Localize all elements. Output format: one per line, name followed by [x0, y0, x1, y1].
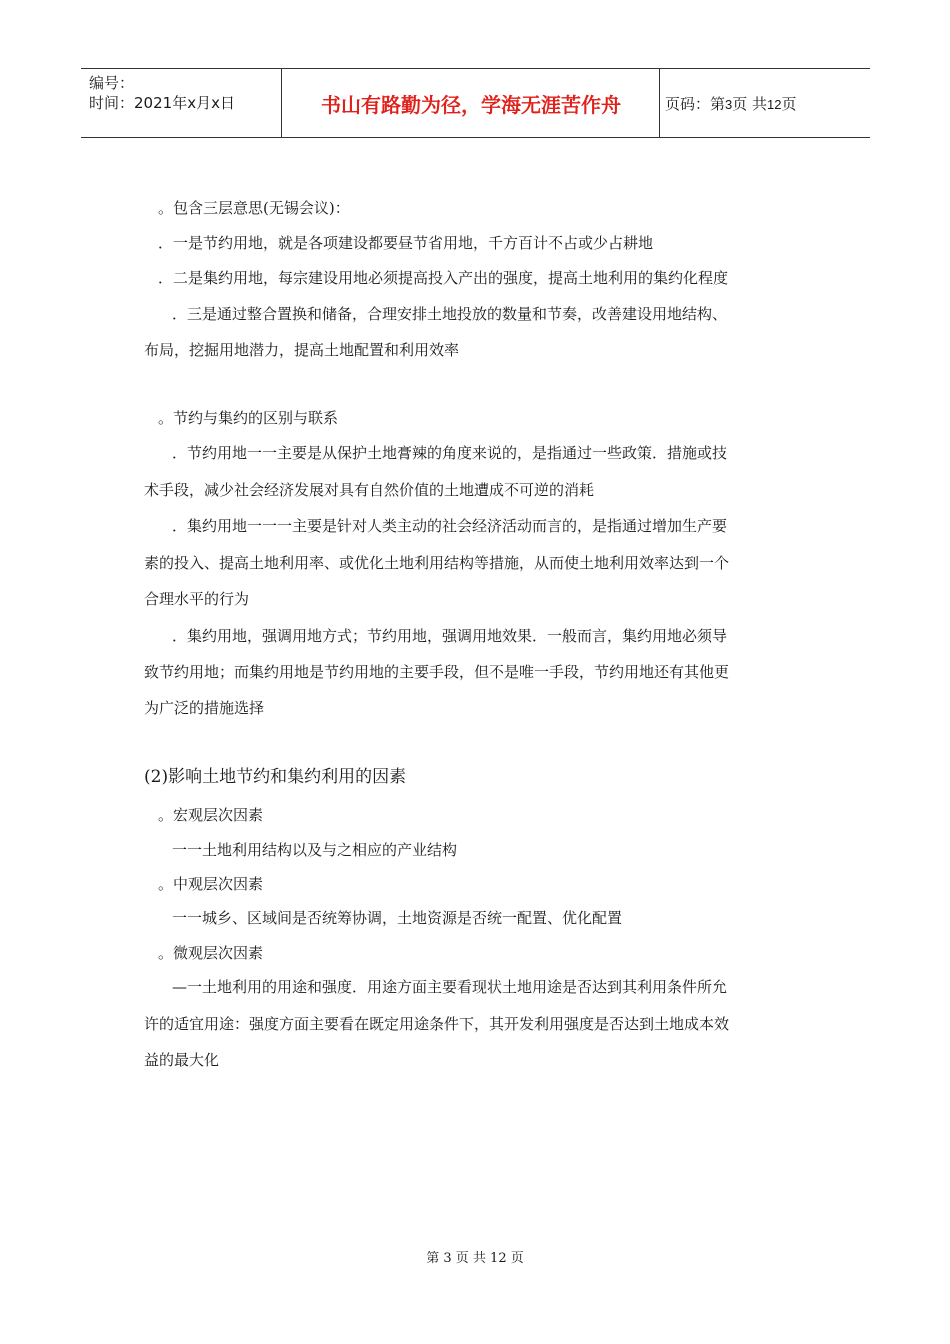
page-footer: 第 3 页 共 12 页	[426, 1251, 524, 1266]
text-line: 合理水平的行为	[144, 590, 250, 608]
text-line: 许的适宜用途：强度方面主要看在既定用途条件下，其开发利用强度是否达到土地成本效	[144, 1015, 730, 1033]
header-page-info	[665, 93, 797, 114]
bullet-line: ．一是节约用地，就是各项建设都要昼节省用地，千方百计不占或少占耕地	[158, 234, 654, 252]
text-line: 为广泛的措施选择	[144, 699, 265, 717]
section-heading: (2)影响土地节约和集约利用的因素	[144, 767, 407, 787]
number-label: 编号：	[89, 74, 135, 92]
bullet-line: ．集约用地，强调用地方式；节约用地，强调用地效果．一般而言，集约用地必须导	[172, 627, 728, 645]
page-total: 12	[767, 97, 782, 112]
text-line: 布局，挖掘用地潜力，提高土地配置和利用效率	[144, 341, 460, 359]
time-label: 时间：	[89, 94, 135, 112]
bullet-line: 。包含三层意思(无锡会议)：	[158, 199, 350, 217]
header-motto: 书山有路勤为径，学海无涯苦作舟	[321, 92, 621, 117]
page-mid: 页 共	[732, 95, 768, 113]
text-line: 一一城乡、区域间是否统筹协调，土地资源是否统一配置、优化配置	[172, 909, 623, 927]
text-line: —一土地利用的用途和强度．用途方面主要看现状土地用途是否达到其利用条件所允	[172, 978, 728, 996]
text-line: 一一土地利用结构以及与之相应的产业结构	[172, 841, 458, 859]
page-label: 页码：第	[665, 95, 726, 113]
text-line: 益的最大化	[144, 1051, 220, 1069]
time-line	[89, 93, 235, 113]
time-value: 2021年x月x日	[134, 94, 235, 112]
bullet-line: ．二是集约用地，每宗建设用地必须提高投入产出的强度，提高土地利用的集约化程度	[158, 269, 729, 287]
bullet-line: 。节约与集约的区别与联系	[158, 409, 339, 427]
bullet-line: ．节约用地一一主要是从保护土地膏辣的角度来说的，是指通过一些政策．措施或技	[172, 444, 728, 462]
bullet-line: 。宏观层次因素	[158, 806, 264, 824]
page-current: 3	[725, 97, 733, 112]
bullet-line: ．集约用地一一一主要是针对人类主动的社会经济活动而言的，是指通过增加生产要	[172, 517, 728, 535]
bullet-line: 。微观层次因素	[158, 944, 264, 962]
page-header	[81, 68, 870, 138]
text-line: 术手段，减少社会经济发展对具有自然价值的土地遭成不可逆的消耗	[144, 481, 595, 499]
text-line: 素的投入、提高土地利用率、或优化土地利用结构等措施，从而使土地利用效率达到一个	[144, 554, 730, 572]
header-meta	[89, 73, 235, 113]
text-line: 致节约用地；而集约用地是节约用地的主要手段，但不是唯一手段，节约用地还有其他更	[144, 663, 730, 681]
bullet-line: 。中观层次因素	[158, 875, 264, 893]
bullet-line: ．三是通过整合置换和储备，合理安排土地投放的数量和节奏，改善建设用地结构、	[172, 305, 728, 323]
page-end: 页	[781, 95, 797, 113]
